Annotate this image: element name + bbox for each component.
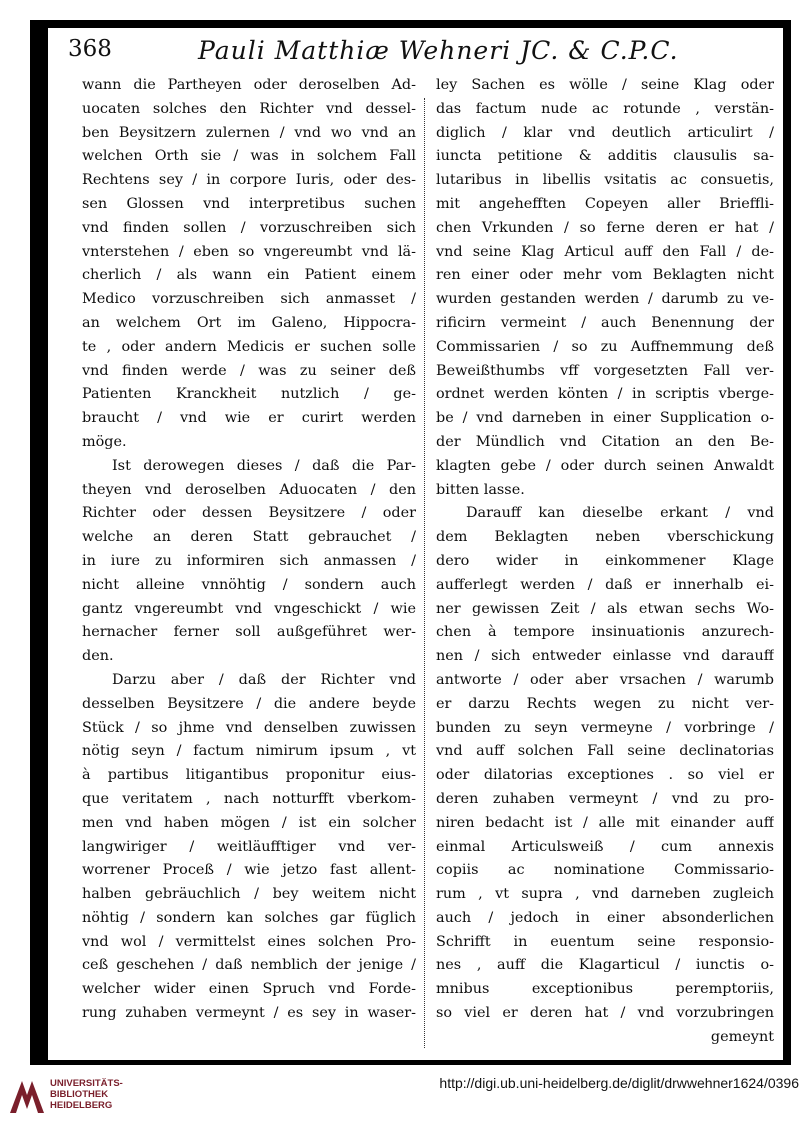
left-text-column bbox=[82, 74, 416, 1026]
text-line: den. bbox=[82, 648, 114, 665]
text-line: gantz vngereumbt vnd vngeschickt / wie bbox=[82, 600, 416, 617]
text-line: an welchem Ort im Galeno, Hippocra- bbox=[82, 314, 416, 331]
text-line: Patienten Kranckheit nutzlich / ge- bbox=[82, 386, 416, 403]
text-line: sen Glossen vnd interpretibus suchen bbox=[82, 195, 416, 212]
text-line: chen à tempore insinuationis anzurech- bbox=[436, 624, 774, 641]
text-line: Ist derowegen dieses / daß die Par- bbox=[112, 457, 416, 474]
text-line: Medico vorzuschreiben sich anmasset / bbox=[82, 291, 416, 308]
text-line: dero wider in einkommener Klage bbox=[436, 552, 774, 569]
text-line: vnd seine Klag Articul auff den Fall / de- bbox=[436, 243, 774, 260]
page-number: 368 bbox=[68, 36, 112, 62]
text-line: vnd auff solchen Fall seine declinatorias bbox=[436, 743, 774, 760]
library-name bbox=[50, 1078, 123, 1111]
text-line: Schrifft in euentum seine responsio- bbox=[436, 933, 774, 950]
text-line: nötig seyn / factum nimirum ipsum , vt bbox=[82, 743, 416, 760]
text-line: welche an deren Statt gebrauchet / bbox=[82, 529, 416, 546]
text-line: nen / sich entweder einlasse vnd darauff bbox=[436, 648, 774, 665]
text-line: möge. bbox=[82, 433, 127, 450]
text-line: vnd wol / vermittelst eines solchen Pro- bbox=[82, 933, 416, 950]
text-line: vnd finden sollen / vorzuschreiben sich bbox=[82, 219, 416, 236]
text-line: ley Sachen es wölle / seine Klag oder bbox=[436, 77, 774, 93]
text-line: rificirn vermeint / auch Benennung der bbox=[436, 314, 774, 331]
text-line: antworte / oder aber vrsachen / warumb bbox=[436, 671, 774, 688]
text-line: men vnd haben mögen / ist ein solcher bbox=[82, 814, 416, 831]
text-line: Richter oder dessen Beysitzere / oder bbox=[82, 505, 416, 522]
text-line: te , oder andern Medicis er suchen solle bbox=[82, 338, 416, 355]
text-line: welcher wider einen Spruch vnd Forde- bbox=[82, 981, 416, 998]
column-divider bbox=[424, 98, 425, 1048]
book-page bbox=[48, 28, 783, 1060]
text-line: Darauff kan dieselbe erkant / vnd bbox=[466, 505, 774, 522]
text-line: Commissarien / so zu Auffnemmung deß bbox=[436, 338, 774, 355]
text-line: desselben Beysitzere / die andere beyde bbox=[82, 695, 416, 712]
text-line: halben gebräuchlich / bey weitem nicht bbox=[82, 886, 416, 903]
text-line: worrener Proceß / wie jetzo fast allent- bbox=[82, 862, 416, 879]
text-line: iuncta petitione & additis clausulis sa- bbox=[436, 148, 774, 165]
text-line: ren einer oder mehr vom Beklagten nicht bbox=[436, 267, 774, 284]
text-line: chen Vrkunden / so ferne deren er hat / bbox=[436, 219, 774, 236]
text-line: ordnet werden könten / in scriptis vberge- bbox=[436, 386, 774, 403]
right-text-column bbox=[436, 74, 774, 1050]
text-line: ben Beysitzern zulernen / vnd wo vnd an bbox=[82, 124, 416, 141]
text-line: ceß geschehen / daß nemblich der jenige / bbox=[82, 957, 416, 974]
text-line: hernacher ferner soll außgeführet wer- bbox=[82, 624, 416, 641]
text-line: mit angehefften Copeyen aller Brieffli- bbox=[436, 195, 774, 212]
text-line: lutaribus in libellis vsitatis ac consuetis, bbox=[436, 172, 774, 189]
text-line: er darzu Rechts wegen zu nicht ver- bbox=[436, 695, 774, 712]
text-line: bitten lasse. bbox=[436, 481, 525, 498]
text-line: einmal Articulsweiß / cum annexis bbox=[436, 838, 774, 855]
text-line: auch / jedoch in einer absonderlichen bbox=[436, 909, 774, 926]
text-line: aufferlegt werden / daß er innerhalb ei- bbox=[436, 576, 774, 593]
text-line: uocaten solches den Richter vnd dessel- bbox=[82, 100, 416, 117]
text-line: nes , auff die Klagarticul / iunctis o- bbox=[436, 957, 774, 974]
text-line: vnd finden werde / was zu seiner deß bbox=[82, 362, 416, 379]
digitization-footer bbox=[0, 1071, 811, 1133]
text-line: vnterstehen / eben so vngereumbt vnd lä- bbox=[82, 243, 416, 260]
text-line: wann die Partheyen oder deroselben Ad- bbox=[82, 77, 416, 93]
text-line: theyen vnd deroselben Aduocaten / den bbox=[82, 481, 416, 498]
page-header bbox=[68, 36, 768, 74]
text-line: wurden gestanden werden / darumb zu ve- bbox=[436, 291, 774, 308]
text-line: que veritatem , nach notturfft vberkom- bbox=[82, 790, 416, 807]
text-line: welchen Orth sie / was in solchem Fall bbox=[82, 148, 416, 165]
text-line: gemeynt bbox=[710, 1028, 774, 1045]
text-line: das factum nude ac rotunde , verstän- bbox=[436, 100, 774, 117]
text-line: copiis ac nominatione Commissario- bbox=[436, 862, 774, 879]
text-line: klagten gebe / oder durch seinen Anwaldt bbox=[436, 457, 774, 474]
text-line: langwiriger / weitläufftiger vnd ver- bbox=[82, 838, 416, 855]
text-line: in iure zu informiren sich anmassen / bbox=[82, 552, 416, 569]
text-line: ner gewissen Zeit / als etwan sechs Wo- bbox=[436, 600, 774, 617]
text-line: oder dilatorias exceptiones . so viel er bbox=[436, 767, 774, 784]
text-line: nicht alleine vnnöhtig / sondern auch bbox=[82, 576, 416, 593]
text-line: be / vnd darneben in einer Supplication o- bbox=[436, 410, 774, 427]
text-line: niren bedacht ist / alle mit einander auff bbox=[436, 814, 774, 831]
text-line: à partibus litigantibus proponitur eius- bbox=[82, 767, 416, 784]
permalink-url[interactable]: http://digi.ub.uni-heidelberg.de/diglit/drwwehner1624/0396 bbox=[439, 1075, 799, 1091]
text-line: Beweißthumbs vff vorgesetzten Fall ver- bbox=[436, 362, 774, 379]
text-line: braucht / vnd wie er curirt werden bbox=[82, 410, 416, 427]
library-name-line: HEIDELBERG bbox=[50, 1100, 113, 1111]
text-line: so viel er deren hat / vnd vorzubringen bbox=[436, 1005, 774, 1022]
running-head: Pauli Matthiæ Wehneri JC. & C.P.C. bbox=[198, 36, 679, 65]
text-line: Rechtens sey / in corpore Iuris, oder des- bbox=[82, 172, 416, 189]
text-line: rung zuhaben vermeynt / es sey in waser- bbox=[82, 1005, 416, 1022]
text-line: cherlich / als wann ein Patient einem bbox=[82, 267, 416, 284]
text-line: dem Beklagten neben vberschickung bbox=[436, 529, 774, 546]
text-line: Darzu aber / daß der Richter vnd bbox=[112, 671, 416, 688]
text-line: nöhtig / sondern kan solches gar füglich bbox=[82, 909, 416, 926]
text-line: der Mündlich vnd Citation an den Be- bbox=[436, 433, 774, 450]
library-name-line: UNIVERSITÄTS- bbox=[50, 1078, 123, 1089]
text-line: deren zuhaben vermeynt / vnd zu pro- bbox=[436, 790, 774, 807]
text-line: mnibus exceptionibus peremptoriis, bbox=[436, 981, 774, 998]
text-line: Stück / so jhme vnd denselben zuwissen bbox=[82, 719, 416, 736]
text-line: rum , vt supra , vnd darneben zugleich bbox=[436, 886, 774, 903]
library-name-line: BIBLIOTHEK bbox=[50, 1089, 109, 1100]
text-line: diglich / klar vnd deutlich articulirt / bbox=[436, 124, 774, 141]
university-library-logo-icon bbox=[8, 1077, 46, 1115]
text-line: bunden zu seyn vermeyne / vorbringe / bbox=[436, 719, 774, 736]
